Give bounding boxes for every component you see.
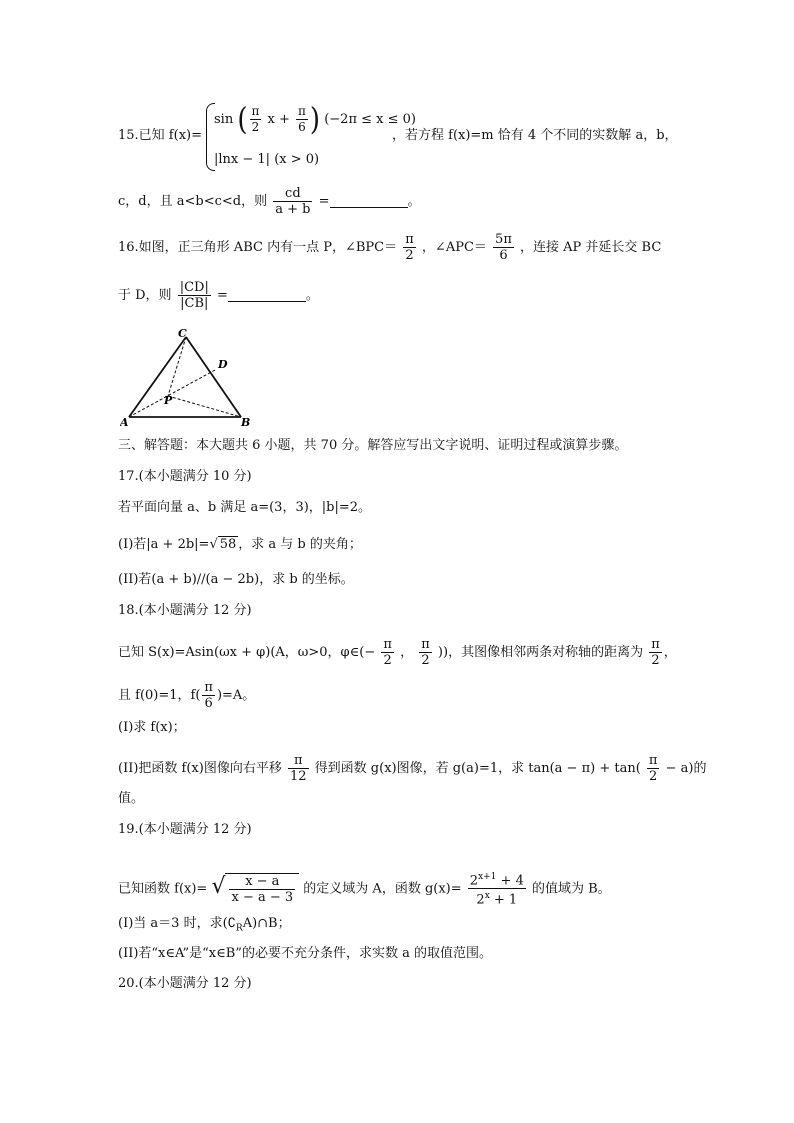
q15-piece-2: |lnx − 1| (x > 0) <box>214 152 320 167</box>
q19-title: 19.(本小题满分 12 分) <box>118 822 252 837</box>
q18-line-2: 且 f(0)=1，f( $\frac{\pi}{6}$ )=A。 <box>118 680 256 711</box>
label-b: B <box>241 416 251 429</box>
line-pb <box>168 396 241 417</box>
q18-part-1: (I)求 f(x)； <box>118 720 186 735</box>
q18-part-2: (II)把函数 f(x)图像向右平移 $\frac{\pi}{12}$ 得到函数 g(x)图像，若 g(a)=1，求 tan(a − π) + tan( $\frac{\pi}{2}$ − a)的 <box>118 753 707 784</box>
q17-part-2: (II)若(a + b)//(a − 2b)，求 b 的坐标。 <box>118 572 354 587</box>
q15-line-2: c，d，且 a<b<c<d，则 $\frac{cd}{a + b}$ = 。 <box>118 186 421 217</box>
q17-part-1: (I)若|a + 2b|=√ 58 ，求 a 与 b 的夹角； <box>118 537 362 552</box>
answer-blank-16 <box>228 289 306 302</box>
q19-line-1: 已知函数 f(x)= √ $\frac{x - a}{x - a - 3}$ 的定义域为 A，函数 g(x)= $\frac{2^{x+1} + 4}{2^x + 1}$ 的值域为 B。 <box>118 872 611 908</box>
section-heading: 三、解答题：本大题共 6 小题，共 70 分。解答应写出文字说明、证明过程或演算步骤。 <box>118 438 628 453</box>
label-a: A <box>120 416 129 429</box>
q17-title: 17.(本小题满分 10 分) <box>118 469 252 484</box>
q18-line-1: 已知 S(x)=Asin(ωx + φ)(A，ω>0，φ∈(− $\frac{\pi}{2}$ ， $\frac{\pi}{2}$ ))，其图像相邻两条对称轴的距离为 $\frac{\pi}{2}$ ， <box>118 637 677 668</box>
label-d: D <box>218 358 228 371</box>
q15-piece-1: sin ( $\frac{\pi}{2}$ x + $\frac{\pi}{6}$ ) (−2π ≤ x ≤ 0) <box>214 101 416 138</box>
q16-line-1: 16.如图，正三角形 ABC 内有一点 P，∠BPC＝ $\frac{\pi}{2}$ ，∠APC＝ $\frac{5\pi}{6}$ ，连接 AP 并延长交 BC <box>118 232 662 263</box>
q20-title: 20.(本小题满分 12 分) <box>118 976 252 991</box>
triangle-figure <box>120 325 260 429</box>
q18-part-2-cont: 值。 <box>118 791 145 806</box>
q17-stem: 若平面向量 a、b 满足 a=(3，3)，|b|=2。 <box>118 500 372 515</box>
label-p: P <box>164 394 173 407</box>
q18-title: 18.(本小题满分 12 分) <box>118 603 252 618</box>
q19-part-2: (II)若“x∈A”是“x∈B”的必要不充分条件，求实数 a 的取值范围。 <box>118 946 492 961</box>
answer-blank-15 <box>330 195 408 208</box>
q16-line-2: 于 D，则 $\frac{|CD|}{|CB|}$ = 。 <box>118 280 319 311</box>
q19-part-1: (I)当 a＝3 时，求$(∁_RA)\cap B$； <box>118 916 291 934</box>
label-c: C <box>178 327 187 340</box>
q15-label: 15.已知 f(x)= <box>118 128 202 143</box>
q15-condition: ，若方程 f(x)=m 恰有 4 个不同的实数解 a，b， <box>392 128 678 143</box>
edge-cb <box>186 337 241 417</box>
edge-ac <box>129 337 186 417</box>
